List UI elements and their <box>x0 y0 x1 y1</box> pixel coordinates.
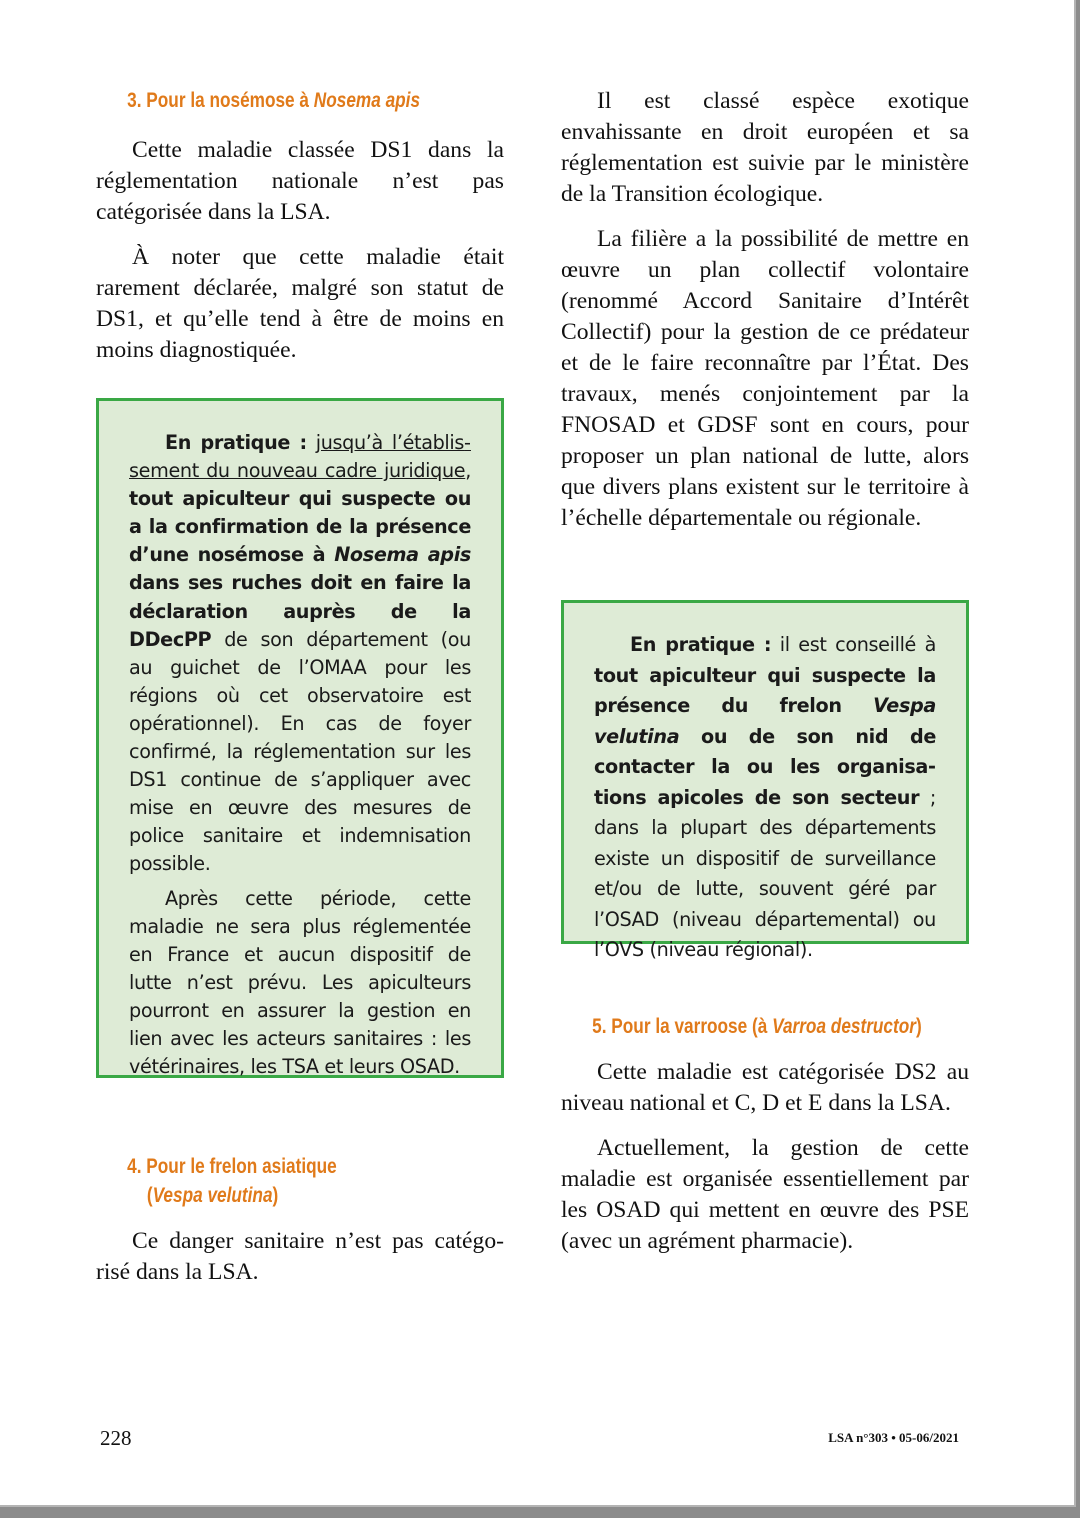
paren-close: ) <box>272 1184 279 1207</box>
bold-text-1: tout apiculteur qui suspecte ou a la confirmation de la présence d’une nosémose à <box>129 487 471 567</box>
section-5 <box>561 1012 969 1257</box>
bold-text-1: tout apiculteur qui suspecte la présence du frelon <box>594 663 936 717</box>
comma: , <box>465 459 471 483</box>
practice-box-nosemose <box>96 398 504 1078</box>
bold-text-2: ou de son nid de contacter la ou les organisations apicoles de son secteur <box>594 724 936 809</box>
left-column <box>96 86 504 366</box>
bold-text-2: dans ses ruches doit en faire la déclaration auprès de la DDecPP <box>129 571 471 651</box>
normal-text-1: il est conseillé à <box>771 633 936 656</box>
practice-box-frelon-paragraph <box>594 630 936 966</box>
issue-reference: LSA n°303 • 05-06/2021 <box>828 1430 959 1445</box>
right-column <box>561 86 969 534</box>
section-4-paragraph-1: Ce danger sanitaire n’est pas catégorisé dans la LSA. <box>96 1228 504 1285</box>
section-3-heading-species: Nosema apis <box>313 89 421 112</box>
section-4-heading <box>96 1152 431 1210</box>
section-4-start <box>96 1152 504 1288</box>
normal-text-2: ; dans la plupart des départements existe un dispositif de surveillance et/ou de lutte, souvent géré par l’OSAD (niveau départemental) ou l’OVS (niveau régional). <box>594 785 936 961</box>
section-3-heading <box>96 86 431 115</box>
section-4-paragraph-2: Il est classé espèce exotique envahissante en droit européen et sa réglementation est suivie par le ministère de la Transition écologique. <box>561 88 969 207</box>
section-3-paragraph-1: Cette maladie classée DS1 dans la réglementation nationale n’est pas catégorisée dans la LSA. <box>96 137 504 225</box>
section-4-heading-species: Vespa velutina <box>152 1184 273 1207</box>
practice-box-nosemose-paragraph-2: Après cette période, cette maladie ne sera plus réglementée en France et aucun dispositif de lutte n’est prévu. Les apiculteurs pourront en assurer la gestion en lien avec les acteurs sanitaires : les vétérinaires, les TSA et leurs OSAD. <box>129 886 471 1079</box>
section-5-heading-text: 5. Pour la varroose (à <box>592 1015 773 1038</box>
section-4-heading-line-2 <box>127 1181 430 1210</box>
section-5-heading-species: Varroa destructor <box>772 1015 916 1038</box>
bold-italic-species: Nosema apis <box>334 543 471 567</box>
normal-text-1: de son département (ou au guichet de l’OMAA pour les régions où cet observatoire est opérationnel). En cas de foyer confirmé, la réglementation sur les DS1 continue de s’appliquer avec mise en œuvre des mesures de police sanitaire et indemnisation possible. <box>129 627 471 876</box>
section-5-paragraph-2: Actuellement, la gestion de cette maladie est organisée essentiellement par les OSAD qui mettent en œuvre des PSE (avec un agrément pharmacie). <box>561 1135 969 1254</box>
practice-label: En pratique : <box>165 431 307 454</box>
underlined-text: jusqu’à l’établissement du nouveau cadre juridique <box>129 431 471 483</box>
section-5-paragraph-1: Cette maladie est catégorisée DS2 au niveau national et C, D et E dans la LSA. <box>561 1059 969 1116</box>
section-4-heading-line-1: 4. Pour le frelon asiatique <box>127 1155 337 1178</box>
section-4-paragraph-3: La filière a la possibilité de mettre en œuvre un plan collectif volontaire (renommé Accord Sanitaire d’Intérêt Collectif) pour la gestion de ce prédateur et de le faire reconnaître par l’État. Des travaux, menés conjointement par la FNOSAD et GDSF sont en cours, pour proposer un plan national de lutte, alors que divers plans existent sur le territoire à l’échelle départementale ou régionale. <box>561 226 969 531</box>
paren-open: ( <box>146 1184 153 1207</box>
practice-box-frelon <box>561 600 969 961</box>
practice-label: En pratique : <box>630 633 772 656</box>
section-3-paragraph-2: À noter que cette maladie était rarement déclarée, malgré son statut de DS1, et qu’elle tend à être de moins en moins diagnostiquée. <box>96 244 504 363</box>
paren-close: ) <box>915 1015 922 1038</box>
practice-box-nosemose-paragraph-1 <box>129 429 471 879</box>
page-number: 228 <box>100 1426 132 1450</box>
bold-italic-species: Vespa velutina <box>594 694 936 748</box>
section-5-heading <box>561 1012 922 1041</box>
section-3-heading-text: 3. Pour la nosémose à <box>127 89 314 112</box>
